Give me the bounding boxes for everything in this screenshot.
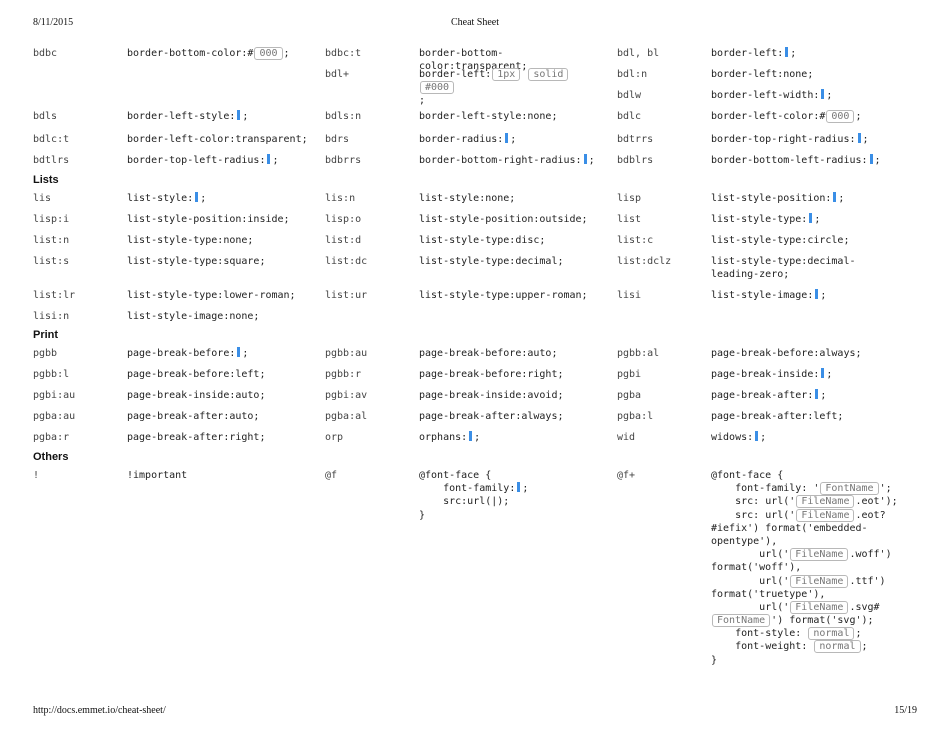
cursor-marker bbox=[821, 368, 824, 378]
snippet: border-left:none; bbox=[711, 69, 814, 80]
abbreviation: bdbrrs bbox=[325, 155, 362, 166]
abbreviation: list:lr bbox=[33, 290, 76, 301]
abbreviation: list:n bbox=[33, 235, 70, 246]
snippet: border-left: 1px solid #000 ; bbox=[419, 68, 609, 107]
snippet: widows: ; bbox=[711, 432, 767, 443]
snippet: list-style:none; bbox=[419, 193, 516, 204]
cursor-marker bbox=[858, 133, 861, 143]
page-number: 15/19 bbox=[894, 705, 917, 716]
snippet: border-left-color:transparent; bbox=[127, 134, 308, 145]
abbreviation: bdlc bbox=[617, 111, 642, 122]
abbreviation: bdlw bbox=[617, 90, 642, 101]
abbreviation: lisp:i bbox=[33, 214, 70, 225]
snippet: border-top-left-radius: ; bbox=[127, 155, 279, 166]
abbreviation: list bbox=[617, 214, 642, 225]
abbreviation: orp bbox=[325, 432, 344, 443]
snippet: page-break-after:auto; bbox=[127, 411, 260, 422]
snippet: list-style-type:none; bbox=[127, 235, 254, 246]
snippet: border-left-style: ; bbox=[127, 111, 249, 122]
snippet: border-bottom-right-radius: ; bbox=[419, 155, 595, 166]
abbreviation: bdl:n bbox=[617, 69, 648, 80]
snippet: page-break-after:right; bbox=[127, 432, 266, 443]
abbreviation: list:dclz bbox=[617, 256, 672, 267]
cursor-marker bbox=[821, 89, 824, 99]
abbreviation: @f bbox=[325, 470, 338, 481]
cursor-marker bbox=[833, 192, 836, 202]
abbreviation: pgba:l bbox=[617, 411, 654, 422]
abbreviation: list:s bbox=[33, 256, 70, 267]
snippet: list-style-type:circle; bbox=[711, 235, 850, 246]
placeholder-box: FileName bbox=[796, 509, 854, 522]
snippet: page-break-after: ; bbox=[711, 390, 827, 401]
placeholder-box: FontName bbox=[820, 482, 878, 495]
abbreviation: pgbb:r bbox=[325, 369, 362, 380]
abbreviation: bdtlrs bbox=[33, 155, 70, 166]
abbreviation: list:dc bbox=[325, 256, 368, 267]
cursor-marker bbox=[755, 431, 758, 441]
cursor-marker bbox=[870, 154, 873, 164]
cursor-marker bbox=[267, 154, 270, 164]
footer-url: http://docs.emmet.io/cheat-sheet/ bbox=[33, 705, 166, 716]
snippet: border-top-right-radius: ; bbox=[711, 134, 869, 145]
snippet: list-style-type: ; bbox=[711, 214, 821, 225]
abbreviation: pgba:al bbox=[325, 411, 368, 422]
abbreviation: bdlc:t bbox=[33, 134, 70, 145]
abbreviation: pgba bbox=[617, 390, 642, 401]
abbreviation: bdrs bbox=[325, 134, 350, 145]
abbreviation: bdl+ bbox=[325, 69, 350, 80]
placeholder-box: FileName bbox=[790, 548, 848, 561]
cursor-marker bbox=[505, 133, 508, 143]
placeholder-box: 000 bbox=[826, 110, 854, 123]
cursor-marker bbox=[815, 289, 818, 299]
abbreviation: bdblrs bbox=[617, 155, 654, 166]
snippet: list-style-position: ; bbox=[711, 193, 845, 204]
placeholder-box: #000 bbox=[420, 81, 454, 94]
snippet: list-style-position:outside; bbox=[419, 214, 588, 225]
snippet: list-style-image: ; bbox=[711, 290, 827, 301]
snippet: border-bottom-color:transparent; bbox=[419, 48, 528, 72]
snippet: page-break-inside:auto; bbox=[127, 390, 266, 401]
cursor-marker bbox=[584, 154, 587, 164]
snippet-font-face-full: @font-face { font-family: ' FontName '; src: url(' FileName .eot'); src: url(' FileName .eot? #iefix') format('embedded- opentype'), url(' FileName .woff') format('woff'), url(' FileName .ttf') format('truetype'), url(' FileName .svg# FontName ') format('svg'); font-style: normal ; font-weight: normal ; } bbox=[711, 470, 898, 666]
abbreviation: pgbi:av bbox=[325, 390, 368, 401]
abbreviation: bdls:n bbox=[325, 111, 362, 122]
placeholder-box: normal bbox=[808, 627, 854, 640]
snippet: border-left-color:# 000 ; bbox=[711, 111, 862, 122]
placeholder-box: FontName bbox=[712, 614, 770, 627]
snippet: page-break-inside: ; bbox=[711, 369, 833, 380]
abbreviation: bdl, bl bbox=[617, 48, 660, 59]
abbreviation: bdls bbox=[33, 111, 58, 122]
snippet: page-break-inside:avoid; bbox=[419, 390, 564, 401]
abbreviation: bdtrrs bbox=[617, 134, 654, 145]
placeholder-box: 1px bbox=[492, 68, 520, 81]
cursor-marker bbox=[195, 192, 198, 202]
snippet: border-bottom-color:# 000 ; bbox=[127, 48, 290, 59]
snippet: page-break-after:left; bbox=[711, 411, 844, 422]
abbreviation: pgbi:au bbox=[33, 390, 76, 401]
snippet: page-break-before:left; bbox=[127, 369, 266, 380]
snippet: page-break-before:always; bbox=[711, 348, 862, 359]
abbreviation: list:c bbox=[617, 235, 654, 246]
snippet: page-break-before: ; bbox=[127, 348, 249, 359]
abbreviation: pgbb:au bbox=[325, 348, 368, 359]
snippet-font-face: @font-face { font-family: ; src:url(|); } bbox=[419, 470, 529, 521]
snippet: border-bottom-left-radius: ; bbox=[711, 155, 881, 166]
abbreviation: bdbc bbox=[33, 48, 58, 59]
snippet: border-radius: ; bbox=[419, 134, 517, 145]
snippet: orphans: ; bbox=[419, 432, 481, 443]
abbreviation: ! bbox=[33, 470, 40, 481]
snippet: border-left-style:none; bbox=[419, 111, 558, 122]
snippet: page-break-before:auto; bbox=[419, 348, 558, 359]
placeholder-box: 000 bbox=[254, 47, 282, 60]
placeholder-box: normal bbox=[814, 640, 860, 653]
cursor-marker bbox=[815, 389, 818, 399]
cursor-marker bbox=[517, 482, 520, 492]
snippet: list-style-type:decimal-leading-zero; bbox=[711, 256, 856, 280]
snippet: page-break-after:always; bbox=[419, 411, 564, 422]
abbreviation: lisi:n bbox=[33, 311, 70, 322]
placeholder-box: FileName bbox=[790, 601, 848, 614]
cursor-marker bbox=[809, 213, 812, 223]
cursor-marker bbox=[237, 347, 240, 357]
snippet: list-style-type:square; bbox=[127, 256, 266, 267]
print-date: 8/11/2015 bbox=[33, 17, 74, 28]
snippet: list-style-type:lower-roman; bbox=[127, 290, 296, 301]
abbreviation: lisp:o bbox=[325, 214, 362, 225]
snippet: border-left-width: ; bbox=[711, 90, 833, 101]
cursor-marker bbox=[785, 47, 788, 57]
snippet: page-break-before:right; bbox=[419, 369, 564, 380]
abbreviation: lisi bbox=[617, 290, 642, 301]
abbreviation: pgba:au bbox=[33, 411, 76, 422]
abbreviation: wid bbox=[617, 432, 636, 443]
abbreviation: pgbb bbox=[33, 348, 58, 359]
abbreviation: lis:n bbox=[325, 193, 356, 204]
placeholder-box: FileName bbox=[790, 575, 848, 588]
cursor-marker bbox=[469, 431, 472, 441]
abbreviation: @f+ bbox=[617, 470, 636, 481]
snippet: list-style-type:decimal; bbox=[419, 256, 564, 267]
cursor-marker bbox=[237, 110, 240, 120]
abbreviation: bdbc:t bbox=[325, 48, 362, 59]
section-heading-print: Print bbox=[33, 329, 59, 341]
abbreviation: list:d bbox=[325, 235, 362, 246]
abbreviation: pgba:r bbox=[33, 432, 70, 443]
section-heading-others: Others bbox=[33, 451, 69, 463]
snippet: list-style-type:upper-roman; bbox=[419, 290, 588, 301]
placeholder-box: FileName bbox=[796, 495, 854, 508]
page-title: Cheat Sheet bbox=[450, 17, 500, 28]
abbreviation: pgbi bbox=[617, 369, 642, 380]
placeholder-box: solid bbox=[528, 68, 568, 81]
abbreviation: pgbb:l bbox=[33, 369, 70, 380]
snippet: list-style-position:inside; bbox=[127, 214, 290, 225]
abbreviation: lis bbox=[33, 193, 52, 204]
snippet: list-style-image:none; bbox=[127, 311, 260, 322]
abbreviation: lisp bbox=[617, 193, 642, 204]
snippet: list-style-type:disc; bbox=[419, 235, 546, 246]
abbreviation: list:ur bbox=[325, 290, 368, 301]
section-heading-lists: Lists bbox=[33, 174, 59, 186]
snippet: !important bbox=[127, 470, 188, 481]
snippet: list-style: ; bbox=[127, 193, 207, 204]
abbreviation: pgbb:al bbox=[617, 348, 660, 359]
snippet: border-left: ; bbox=[711, 48, 797, 59]
